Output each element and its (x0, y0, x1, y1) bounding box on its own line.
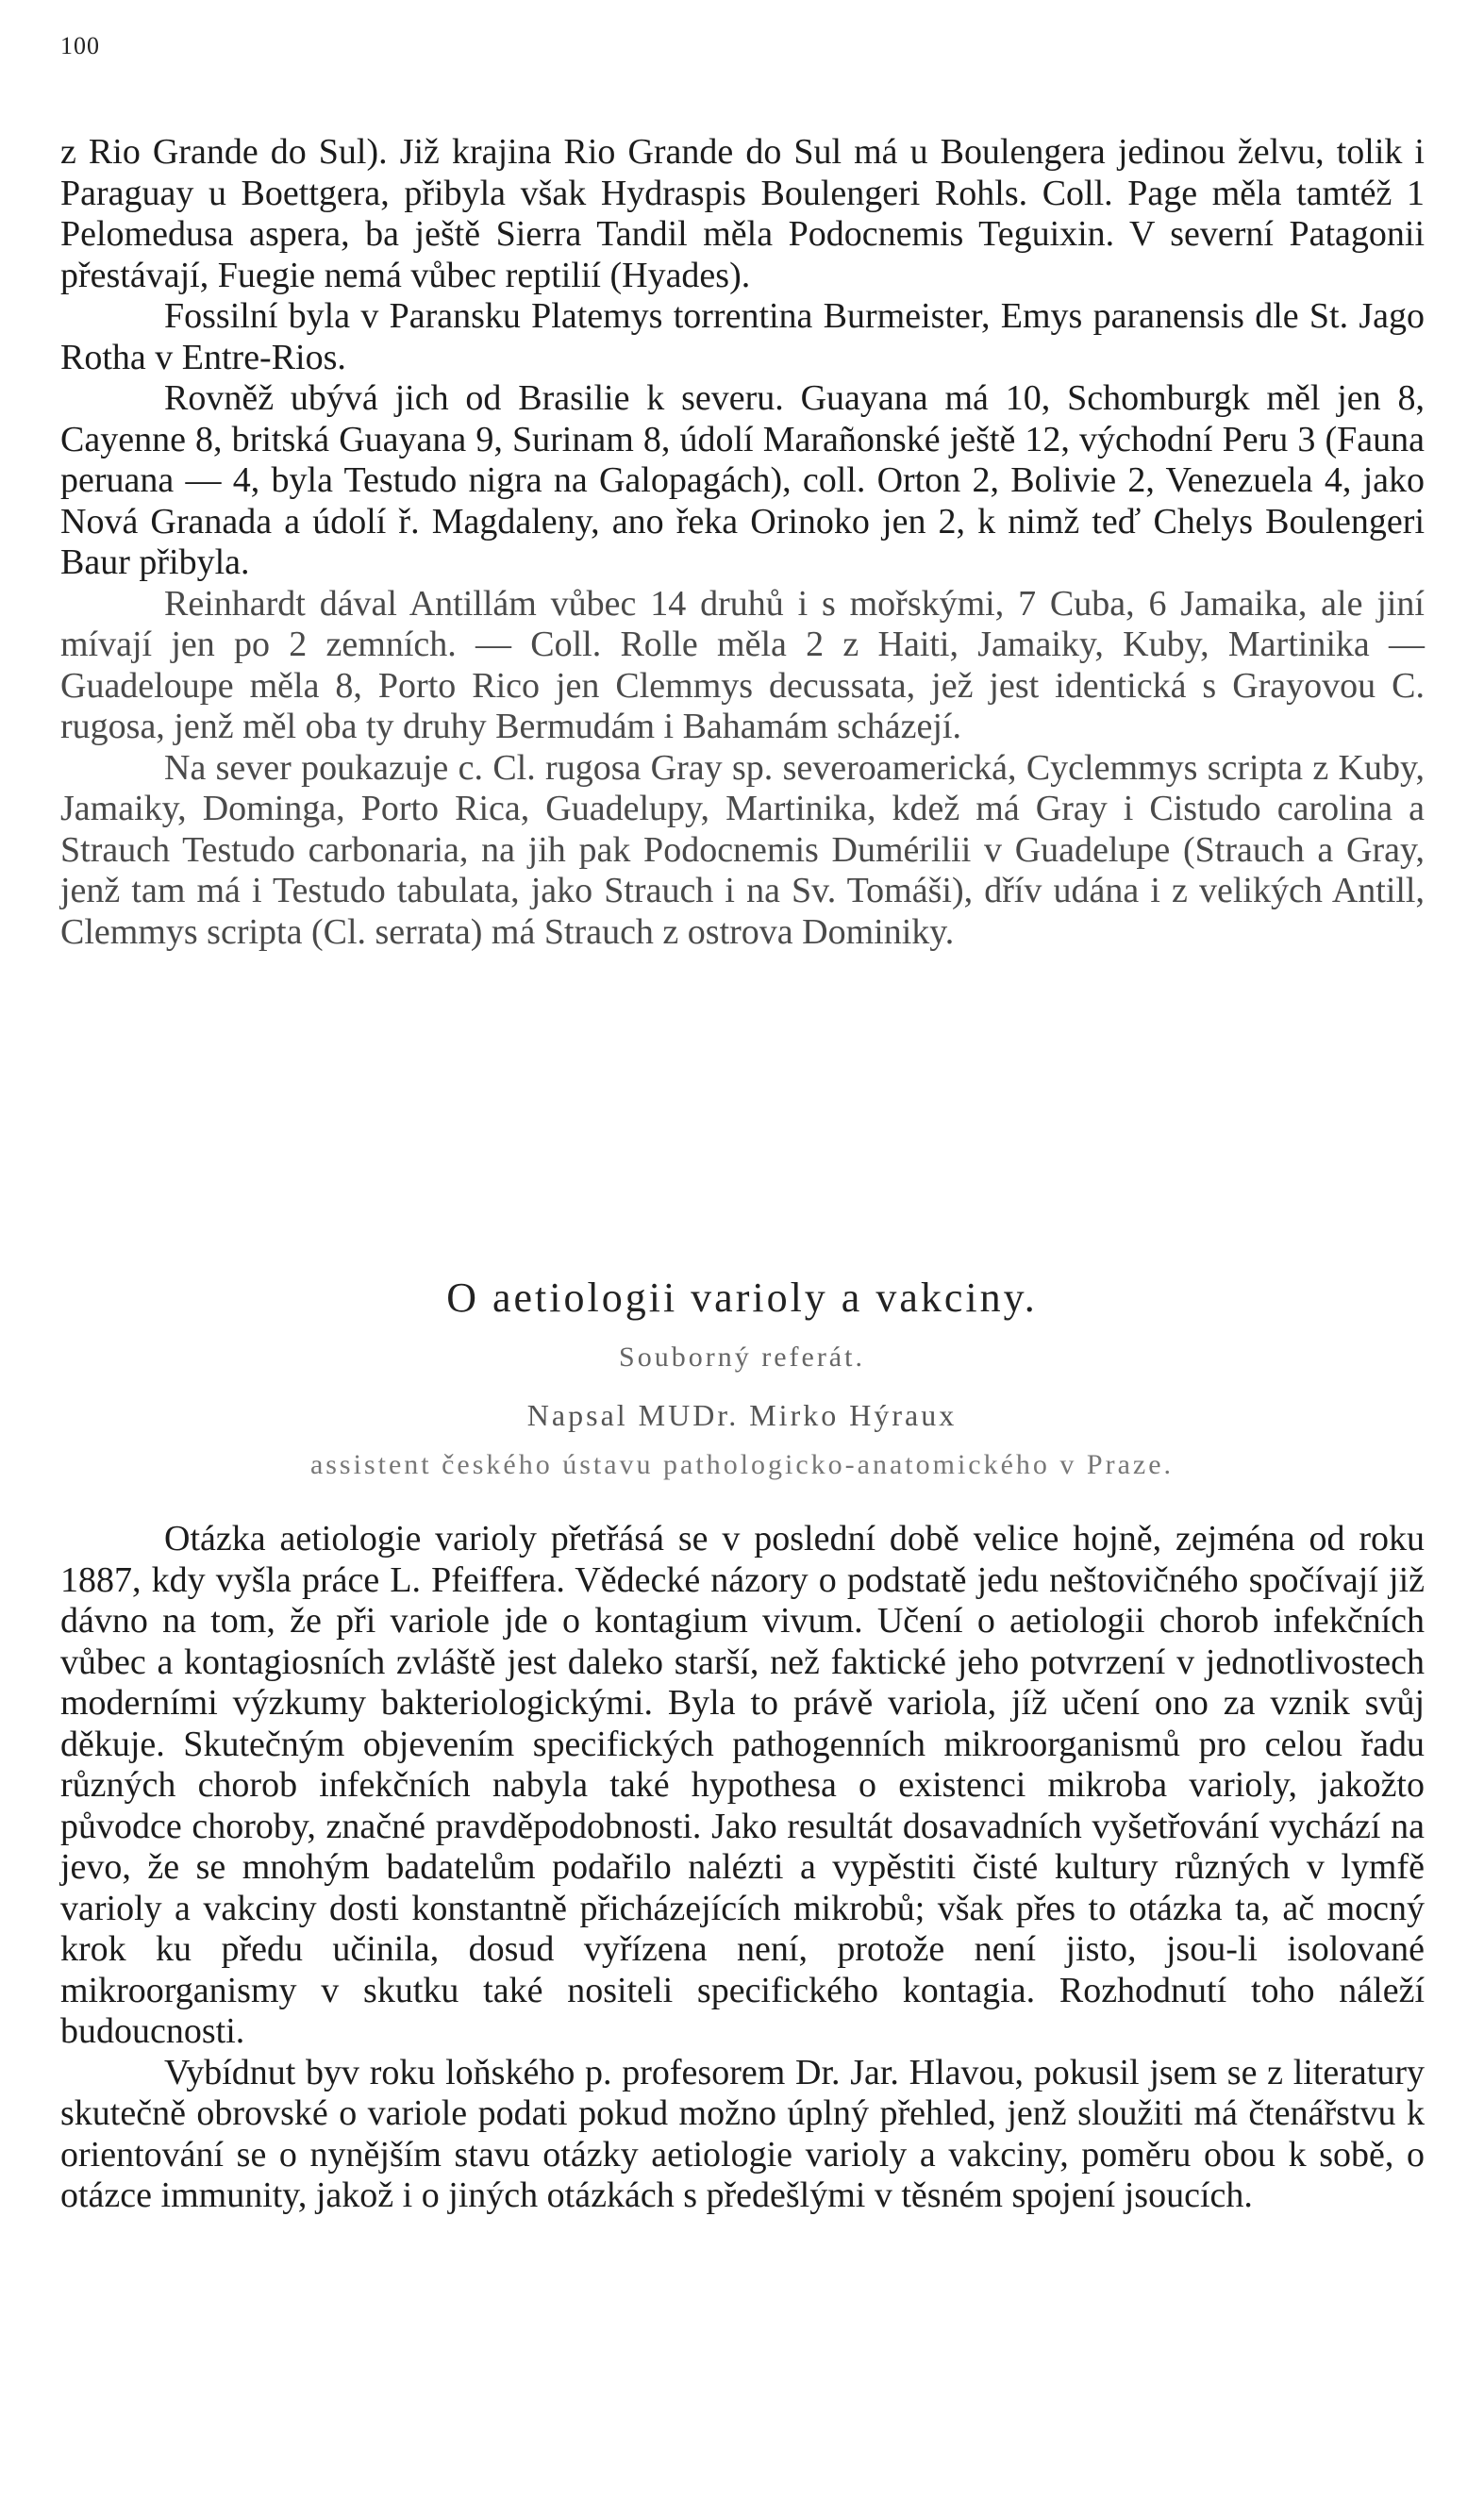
paragraph: Otázka aetiologie varioly přetřásá se v poslední době velice hojně, zejména od roku 1887, kdy vyšla práce L. Pfeiffera. Vědecké názory o podstatě jedu neštovičného spočívají již dávno na tom, že při variole jde o kontagium vivum. Učení o aetiologii chorob infekčních vůbec a kontagiosních zvláště jest daleko starší, než faktické jeho potvrzení v jednotlivostech moderními výzkumy bakteriologickými. Byla to právě variola, jíž učení ono za vznik svůj děkuje. Skutečným objevením specifických pathogenních mikroorganismů pro celou řadu různých chorob infekčních nabyla také hypothesa o existenci mikroba varioly, jakožto původce choroby, značné pravděpodobnosti. Jako resultát dosavadních vyšetřování vychází na jevo, že se mnohým badatelům podařilo nalézti a vypěstiti čisté kultury různých v lymfě varioly a vakciny dosti konstantně přicházejících mikrobů; však přes to otázka ta, ač mocný krok ku předu učinila, dosud vyřízena není, protože není jisto, jsou-li isolované mikroorganismy v skutku také nositeli specifického kontagia. Rozhodnutí toho náleží budoucnosti. (60, 1519, 1425, 2051)
paragraph: Rovněž ubývá jich od Brasilie k severu. Guayana má 10, Schomburgk měl jen 8, Cayenne 8, britská Guayana 9, Surinam 8, údolí Marañonské ještě 12, východní Peru 3 (Fauna peruana — 4, byla Testudo nigra na Galopagách), coll. Orton 2, Bolivie 2, Venezuela 4, jako Nová Granada a údolí ř. Magdaleny, ano řeka Orinoko jen 2, k nimž teď Chelys Boulengeri Baur přibyla. (60, 378, 1425, 582)
upper-text-block (60, 132, 1425, 953)
article-affiliation: assistent českého ústavu pathologicko-anatomického v Praze. (309, 1449, 1175, 1480)
lower-text-block (60, 1519, 1425, 2217)
article-subtitle: Souborný referát. (619, 1342, 865, 1373)
article-title: O aetiologii varioly a vakciny. (446, 1275, 1038, 1321)
page-number: 100 (60, 32, 100, 59)
paragraph: Reinhardt dával Antillám vůbec 14 druhů i s mořskými, 7 Cuba, 6 Jamaika, ale jiní mívají jen po 2 zemních. — Coll. Rolle měla 2 z Haiti, Jamaiky, Kuby, Martinika — Guadeloupe měla 8, Porto Rico jen Clemmys decussata, jež jest identická s Grayovou C. rugosa, jenž měl oba ty druhy Bermudám i Bahamám scházejí. (60, 583, 1425, 746)
paragraph: Vybídnut byv roku loňského p. profesorem Dr. Jar. Hlavou, pokusil jsem se z literatury skutečně obrovské o variole podati pokud možno úplný přehled, jenž sloužiti má čtenářstvu k orientování se o nynějším stavu otázky aetiologie varioly a vakciny, poměru obou k sobě, o otázce immunity, jakož i o jiných otázkách s předešlými v těsném spojení jsoucích. (60, 2052, 1425, 2215)
paragraph: z Rio Grande do Sul). Již krajina Rio Grande do Sul má u Boulengera jedinou želvu, tolik i Paraguay u Boettgera, přibyla však Hydraspis Boulengeri Rohls. Coll. Page měla tamtéž 1 Pelomedusa aspera, ba ještě Sierra Tandil měla Podocnemis Teguixin. V severní Patagonii přestávají, Fuegie nemá vůbec reptilií (Hyades). (60, 132, 1425, 295)
article-author: Napsal MUDr. Mirko Hýraux (526, 1398, 958, 1432)
paragraph: Na sever poukazuje c. Cl. rugosa Gray sp. severoamerická, Cyclemmys scripta z Kuby, Jamaiky, Dominga, Porto Rica, Guadelupy, Martinika, kdež má Gray i Cistudo carolina a Strauch Testudo carbonaria, na jih pak Podocnemis Dumérilii v Guadelupe (Strauch a Gray, jenž tam má i Testudo tabulata, jako Strauch i na Sv. Tomáši), dřív udána i z velikých Antill, Clemmys scripta (Cl. serrata) má Strauch z ostrova Dominiky. (60, 747, 1425, 952)
paragraph: Fossilní byla v Paransku Platemys torrentina Burmeister, Emys paranensis dle St. Jago Rotha v Entre-Rios. (60, 296, 1425, 377)
